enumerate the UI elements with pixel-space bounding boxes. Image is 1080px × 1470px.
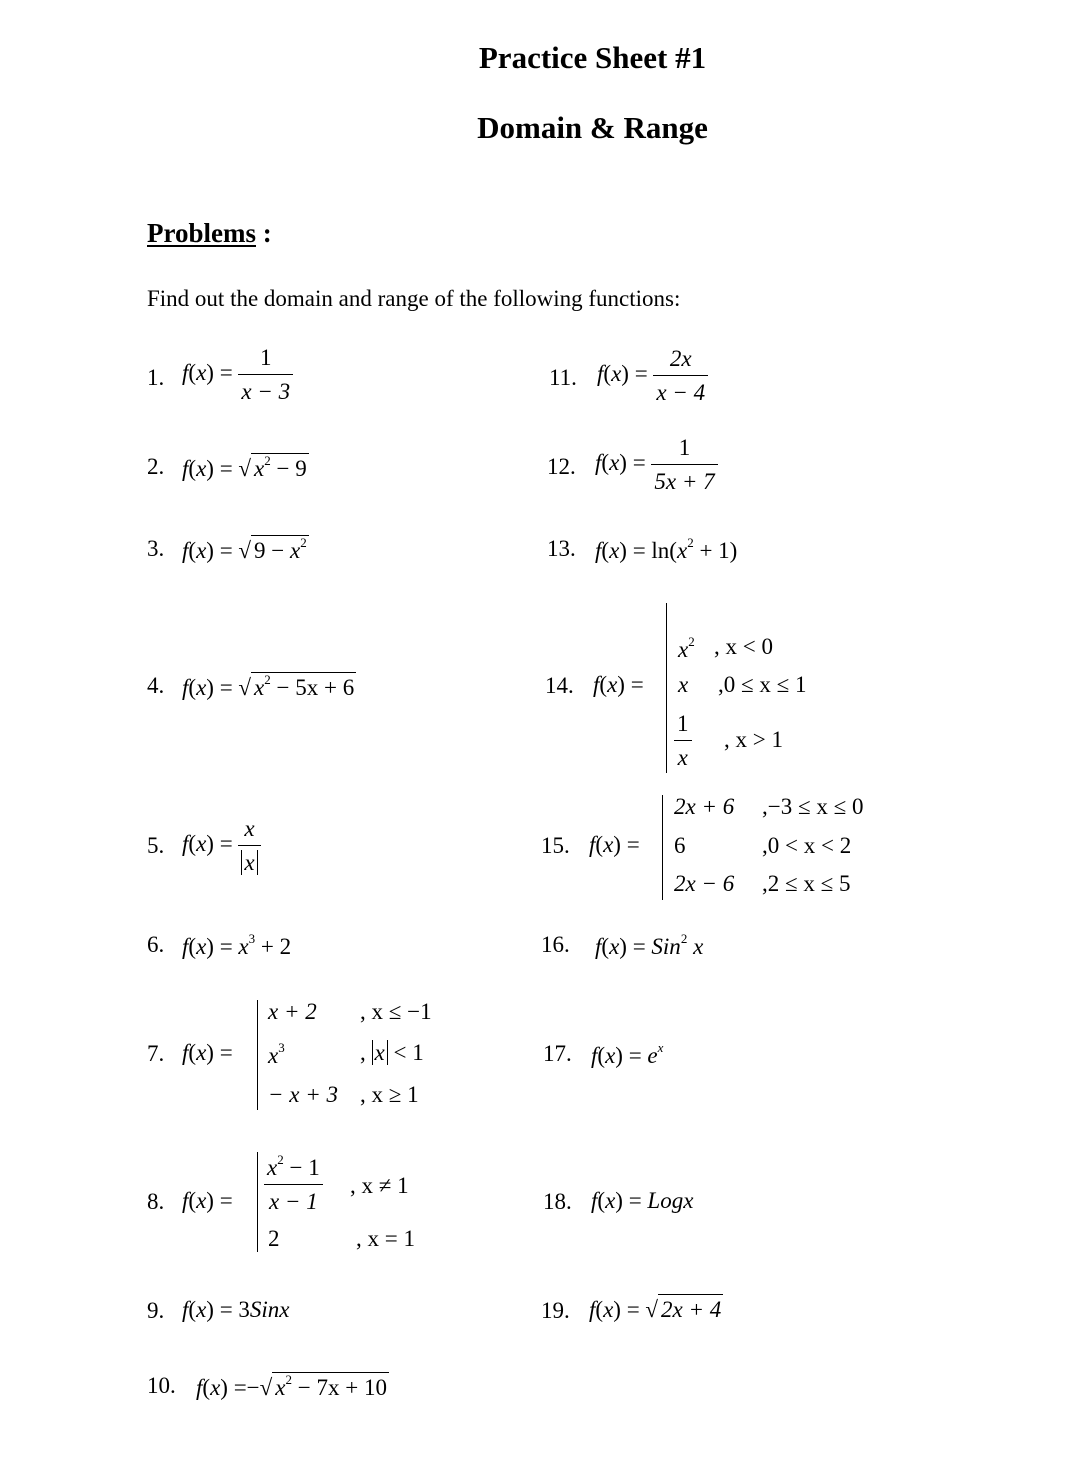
problem-number: 3. (147, 536, 165, 561)
problem-7-case-1-cond: , x ≤ −1 (360, 999, 432, 1024)
square-root: √ $9 - x^2$ (238, 535, 307, 563)
problem-15-case-2-expr: 6 (674, 833, 686, 858)
problem-5: f(x) = $\frac{x}{x}$ (182, 817, 261, 874)
problem-number: 5. (147, 833, 165, 858)
problem-14-case-1-expr: $x^2$ (678, 634, 695, 662)
problem-15-case-3-cond: ,2 ≤ x ≤ 5 (762, 871, 851, 896)
problem-number: 8. (147, 1189, 165, 1214)
problem-10: f(x) =−√ $x^2 - 7x + 10$ (196, 1372, 387, 1400)
problem-number: 7. (147, 1041, 165, 1066)
section-heading-colon: : (262, 218, 272, 248)
problem-number: 17. (543, 1041, 572, 1066)
problem-14-case-3-cond: , x > 1 (724, 727, 783, 752)
problem-7-case-2-cond: , x < 1 (360, 1040, 424, 1065)
problem-number: 6. (147, 932, 165, 957)
problem-number: 16. (541, 932, 570, 957)
page-title: Practice Sheet #1 (478, 40, 707, 75)
problem-8-case-2-expr: 2 (268, 1226, 280, 1251)
problem-19: f(x) = √ 2x + 4 (589, 1298, 723, 1321)
brace-line (662, 795, 663, 900)
problem-number: 14. (545, 673, 574, 698)
problem-number: 19. (541, 1298, 570, 1323)
fraction: $\frac{2x}{x - 4}$ (653, 347, 708, 404)
problem-17: $f(x) = e^x$ (591, 1040, 664, 1068)
fraction: $\frac{1}{x - 3}$ (238, 346, 293, 403)
problem-4: f(x) = √ $x^2 - 5x + 6$ (182, 672, 355, 700)
square-root: √ 2x + 4 (645, 1298, 723, 1321)
problem-7-case-3-cond: , x ≥ 1 (360, 1082, 419, 1107)
section-heading (147, 218, 272, 249)
problem-14-case-2-expr: x (678, 672, 689, 697)
problem-8-lhs: f(x) = (182, 1188, 233, 1213)
problem-7-case-2-expr: $x^3$ (268, 1040, 285, 1068)
problem-14-case-3-expr (674, 712, 692, 769)
problem-15-case-1-expr: 2x + 6 (674, 794, 735, 819)
problem-number: 1. (147, 365, 165, 390)
problem-number: 2. (147, 454, 165, 479)
problem-2: f(x) = √ $x^2 - 9$ (182, 453, 307, 481)
fraction: $\frac{1}{5x + 7}$ (651, 436, 717, 493)
problem-number: 18. (543, 1189, 572, 1214)
problem-14-lhs: f(x) = (593, 672, 644, 697)
square-root: √ $x^2 - 5x + 6$ (238, 672, 355, 700)
problem-7-lhs: f(x) = (182, 1040, 233, 1065)
fraction: $\frac{x}{x}$ (238, 817, 260, 874)
problem-14-case-2-cond: ,0 ≤ x ≤ 1 (718, 672, 807, 697)
problem-8-case-1-expr (264, 1153, 323, 1213)
problem-15-lhs: f(x) = (589, 832, 640, 857)
square-root: √ $x^2 - 9$ (238, 453, 307, 481)
problem-11: f(x) = $\frac{2x}{x - 4}$ (597, 347, 708, 404)
square-root: √ $x^2 - 7x + 10$ (259, 1372, 387, 1400)
problem-18: f(x) = Logx (591, 1188, 694, 1213)
problem-7-case-3-expr: − x + 3 (268, 1082, 338, 1107)
problem-number: 12. (547, 454, 576, 479)
problem-16: f(x) = Sin$^2$ x (595, 931, 704, 959)
problem-7-case-1-expr: x + 2 (268, 999, 317, 1024)
problem-number: 11. (549, 365, 577, 390)
problem-8-case-2-cond: , x = 1 (356, 1226, 415, 1251)
fraction: $\frac{1}{x}$ (674, 712, 692, 769)
problem-15-case-2-cond: ,0 < x < 2 (762, 833, 852, 858)
section-heading-text: Problems (147, 218, 256, 248)
brace-line (257, 1152, 258, 1252)
problem-6: $f(x) = x^3 + 2$ (182, 931, 292, 959)
problem-number: 13. (547, 536, 576, 561)
problem-9: f(x) = 3Sinx (182, 1297, 290, 1322)
problem-14-case-1-cond: , x < 0 (714, 634, 773, 659)
fraction: $\frac{x^2 - 1}{x - 1}$ (264, 1153, 323, 1213)
problem-13: $f(x) = \ln(x^2 + 1)$ (595, 535, 738, 563)
brace-line (257, 1000, 258, 1110)
instruction-text: Find out the domain and range of the following functions: (147, 286, 681, 311)
problem-1: f(x) = $\frac{1}{x - 3}$ (182, 346, 293, 403)
page-subtitle: Domain & Range (477, 110, 708, 145)
problem-number: 4. (147, 673, 165, 698)
problem-3: f(x) = √ $9 - x^2$ (182, 535, 307, 563)
problem-15-case-1-cond: ,−3 ≤ x ≤ 0 (762, 794, 864, 819)
problem-number: 9. (147, 1298, 165, 1323)
problem-number: 10. (147, 1373, 176, 1398)
problem-12: f(x) = $\frac{1}{5x + 7}$ (595, 436, 718, 493)
problem-15-case-3-expr: 2x − 6 (674, 871, 735, 896)
problem-8-case-1-cond: , x ≠ 1 (350, 1173, 409, 1198)
problem-number: 15. (541, 833, 570, 858)
brace-line (666, 603, 667, 773)
